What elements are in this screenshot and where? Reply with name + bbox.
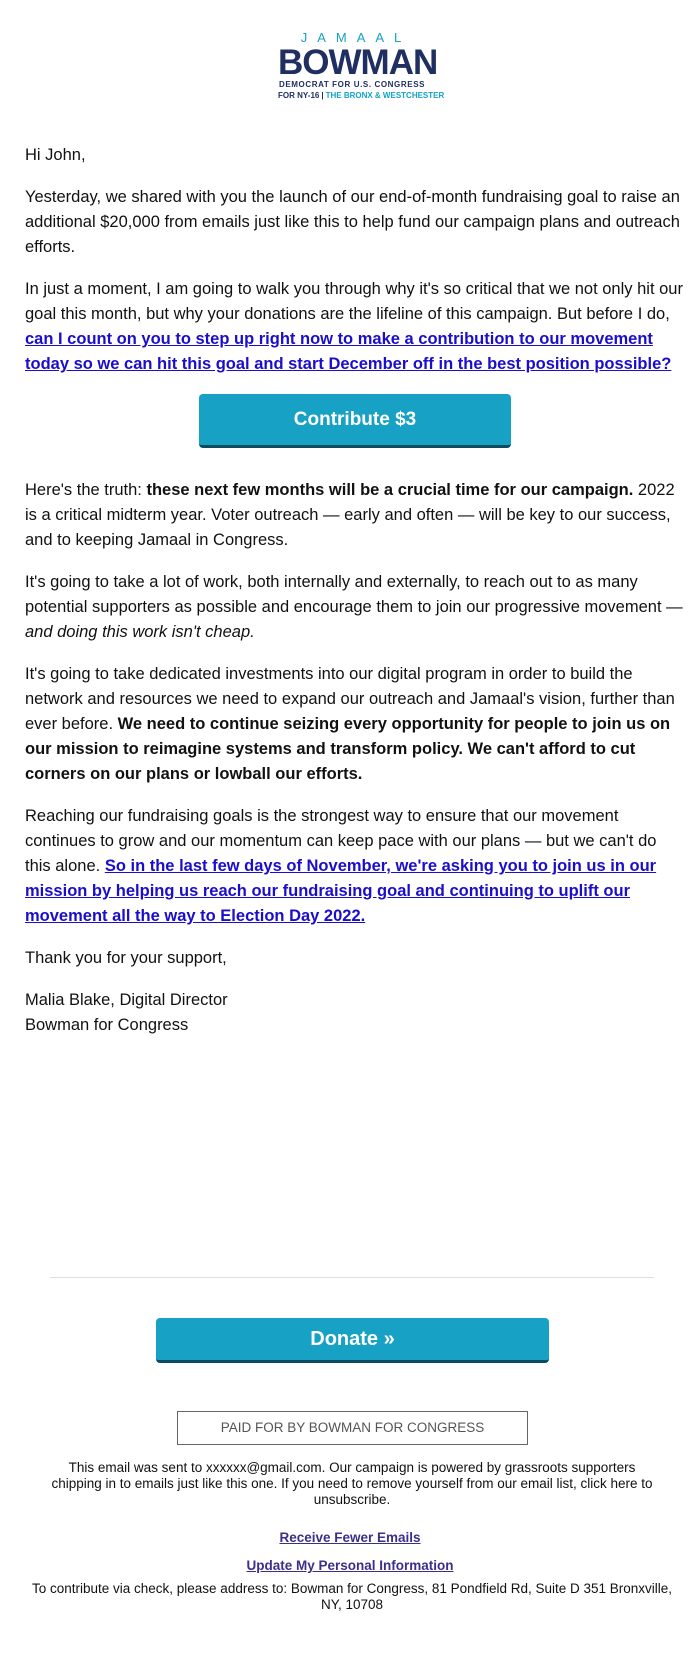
contribute-link[interactable]: can I count on you to step up right now to make a contribution to our movement today so we can hit this goal and start December off in the best position possible?: [25, 330, 672, 373]
logo-district: [278, 90, 445, 101]
paragraph-truth: [25, 478, 685, 553]
paragraph-investment-text: It's going to take dedicated investments into our digital program in order to build the network and resources we need to expand our outreach and Jamaal's vision, further than ever before.: [25, 665, 675, 733]
logo-region: THE BRONX & WESTCHESTER: [325, 91, 445, 100]
contribute-button[interactable]: Contribute $3: [199, 394, 511, 448]
paragraph-ask: [25, 277, 685, 377]
greeting: Hi John,: [25, 146, 86, 164]
paragraph-truth-rest: 2022 is a critical midterm year. Voter outreach — early and often — will be key to our success, and to keeping Jamaal in Congress.: [25, 481, 675, 549]
signature: [25, 988, 685, 1038]
logo-separator: |: [321, 91, 324, 100]
campaign-logo: [278, 30, 445, 101]
paragraph-work: [25, 570, 685, 645]
footer-divider: [50, 1277, 654, 1278]
logo-first-name: JAMAAL: [300, 30, 412, 45]
logo-district-name: FOR NY-16: [278, 91, 320, 100]
paragraph-work-italic: and doing this work isn't cheap.: [25, 623, 255, 641]
email-notice[interactable]: This email was sent to xxxxxx@gmail.com. Our campaign is powered by grassroots supporters chipping in to emails just like this one. If you need to remove yourself from our email list, click here to unsubscribe.: [51, 1460, 653, 1507]
paragraph-investment: [25, 662, 685, 787]
paragraph-investment-bold: We need to continue seizing every opportunity for people to join us on our mission to reimagine systems and transform policy. We can't afford to cut corners on our plans or lowball our efforts.: [25, 715, 671, 783]
receive-fewer-emails-link[interactable]: Receive Fewer Emails: [279, 1530, 421, 1545]
signature-name: Malia Blake, Digital Director: [25, 991, 228, 1009]
paragraph-goals-text: Reaching our fundraising goals is the strongest way to ensure that our movement continues to grow and our momentum can keep pace with our plans — but we can't do this alone.: [25, 807, 657, 875]
paragraph-goal: Yesterday, we shared with you the launch of our end-of-month fundraising goal to raise an additional $20,000 from emails just like this to help fund our campaign plans and outreach efforts.: [25, 188, 680, 256]
email-body: [25, 143, 685, 1055]
logo-tagline: DEMOCRAT FOR U.S. CONGRESS: [278, 80, 426, 89]
contribute-button-wrap: [25, 394, 685, 448]
paragraph-truth-bold: these next few months will be a crucial time for our campaign.: [146, 481, 634, 499]
paragraph-goals: [25, 804, 685, 929]
paragraph-truth-lead: Here's the truth:: [25, 481, 147, 499]
mailing-address: To contribute via check, please address to: Bowman for Congress, 81 Pondfield Rd, Suite D 351 Bronxville, NY, 10708: [31, 1581, 673, 1612]
thanks: Thank you for your support,: [25, 949, 227, 967]
update-personal-info-link[interactable]: Update My Personal Information: [246, 1558, 454, 1573]
paid-for-disclaimer: PAID FOR BY BOWMAN FOR CONGRESS: [177, 1411, 528, 1445]
logo-last-name: BOWMAN: [278, 43, 438, 82]
signature-org: Bowman for Congress: [25, 1016, 189, 1034]
paragraph-work-text: It's going to take a lot of work, both internally and externally, to reach out to as many potential supporters as possible and encourage them to join our progressive movement —: [25, 573, 683, 616]
donate-button[interactable]: Donate »: [156, 1318, 549, 1363]
join-mission-link[interactable]: So in the last few days of November, we're asking you to join us in our mission by helping us reach our fundraising goal and continuing to uplift our movement all the way to Election Day 2022.: [25, 857, 657, 925]
paragraph-ask-text: In just a moment, I am going to walk you through why it's so critical that we not only hit our goal this month, but why your donations are the lifeline of this campaign. But before I do,: [25, 280, 683, 323]
